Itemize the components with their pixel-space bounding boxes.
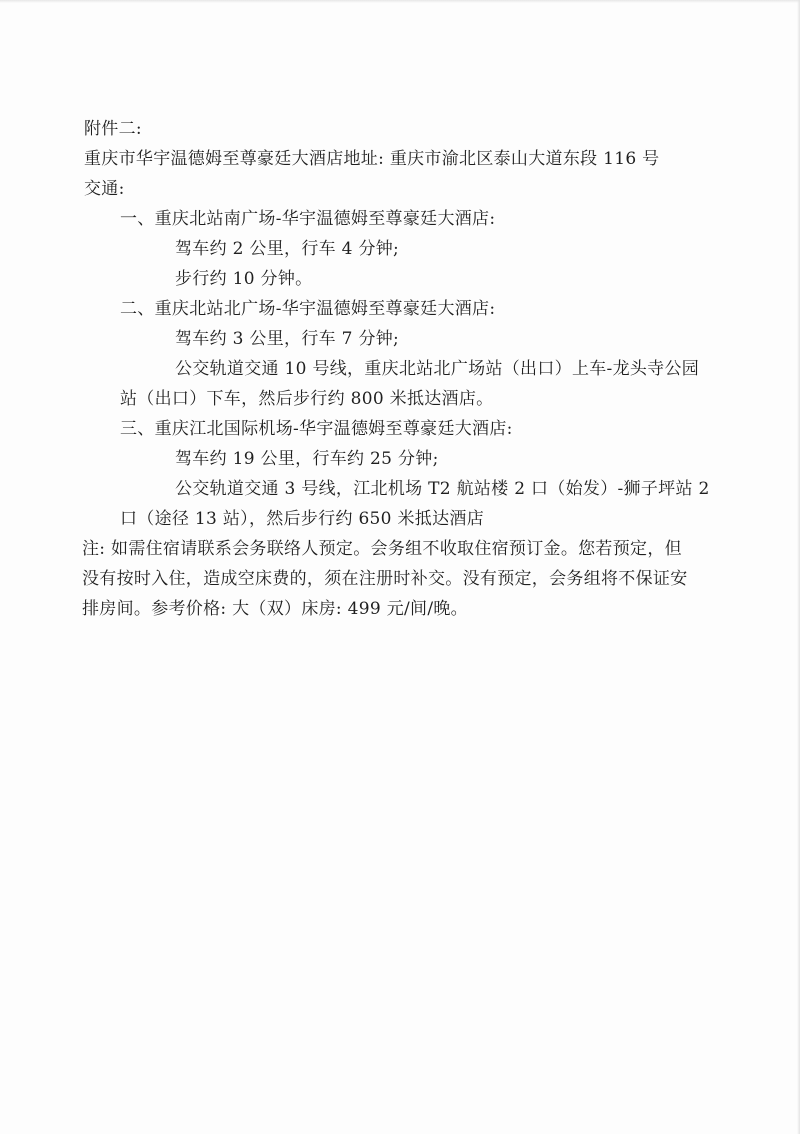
note-line-2: 没有按时入住，造成空床费的，须在注册时补交。没有预定，会务组将不保证安: [82, 569, 688, 589]
route-3-title: 三、重庆江北国际机场-华宇温德姆至尊豪廷大酒店:: [120, 419, 513, 439]
hotel-address: 重庆市华宇温德姆至尊豪廷大酒店地址: 重庆市渝北区泰山大道东段 116 号: [84, 149, 660, 169]
route-3-drive: 驾车约 19 公里，行车约 25 分钟;: [175, 449, 439, 469]
route-2-transit-line-1: 公交轨道交通 10 号线，重庆北站北广场站（出口）上车-龙头寺公园: [175, 359, 700, 379]
route-1-title: 一、重庆北站南广场-华宇温德姆至尊豪廷大酒店:: [120, 209, 496, 229]
route-2-title: 二、重庆北站北广场-华宇温德姆至尊豪廷大酒店:: [120, 299, 496, 319]
route-3-transit-line-1: 公交轨道交通 3 号线，江北机场 T2 航站楼 2 口（始发）-狮子坪站 2: [175, 479, 710, 499]
route-2-transit-line-2: 站（出口）下车，然后步行约 800 米抵达酒店。: [120, 389, 494, 409]
note-line-1: 注: 如需住宿请联系会务联络人预定。会务组不收取住宿预订金。您若预定，但: [82, 539, 682, 559]
route-3-transit-line-2: 口（途径 13 站），然后步行约 650 米抵达酒店: [120, 509, 484, 529]
route-1-drive: 驾车约 2 公里，行车 4 分钟;: [175, 239, 400, 259]
scan-edge-top: [0, 0, 800, 3]
attachment-title: 附件二:: [84, 119, 142, 139]
route-2-drive: 驾车约 3 公里，行车 7 分钟;: [175, 329, 400, 349]
transport-heading: 交通:: [84, 179, 125, 199]
note-line-3: 排房间。参考价格: 大（双）床房: 499 元/间/晚。: [82, 599, 468, 619]
route-1-walk: 步行约 10 分钟。: [175, 269, 313, 289]
